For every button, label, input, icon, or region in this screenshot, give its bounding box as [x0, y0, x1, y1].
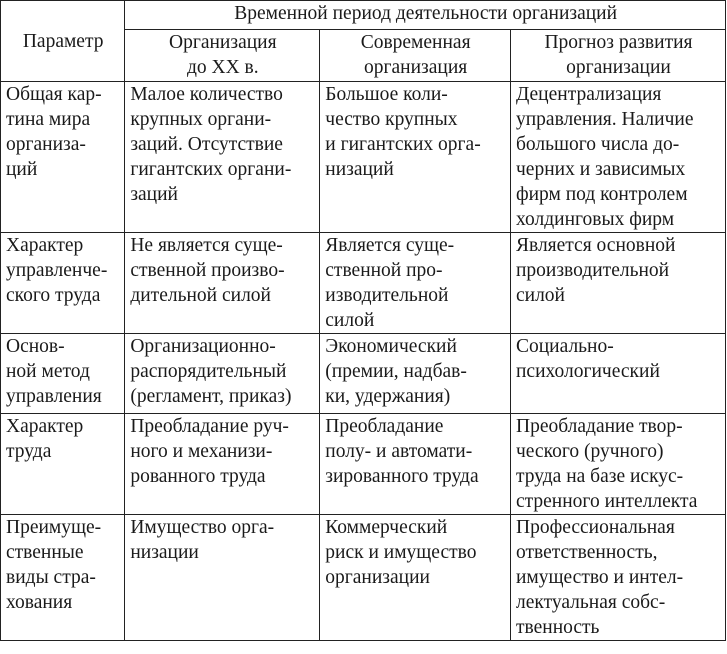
param-header: Параметр: [1, 1, 125, 82]
table-cell: Преобладание твор- ческого (ручного) труда на базе искус- стренного интеллекта: [510, 414, 725, 515]
table-cell: Экономический (премии, надбав- ки, удержания): [320, 334, 511, 414]
column-header-forecast: Прогноз развития организации: [510, 30, 725, 82]
column-header-modern: Современная организация: [320, 30, 511, 82]
table-cell: Малое количество крупных органи- заций. Отсутствие гигантских органи- заций: [125, 82, 320, 233]
table-row: [1, 414, 726, 515]
table-cell: Имущество орга- низации: [125, 515, 320, 641]
row-param: Преимуще- ственные виды стра- хования: [1, 515, 125, 641]
table-cell: Не является суще- ственной произво- дительной силой: [125, 233, 320, 334]
table-cell: Коммерческий риск и имущество организации: [320, 515, 511, 641]
column-header-pre-xx: Организация до XX в.: [125, 30, 320, 82]
table-row: [1, 82, 726, 233]
row-param: Характер труда: [1, 414, 125, 515]
table-cell: Профессиональная ответственность, имущество и интел- лектуальная собс- твенность: [510, 515, 725, 641]
table-row: [1, 233, 726, 334]
table-cell: Преобладание руч- ного и механизи- рованного труда: [125, 414, 320, 515]
table-row: [1, 515, 726, 641]
table-cell: Большое коли- чество крупных и гигантских орга- низаций: [320, 82, 511, 233]
table-cell: Является основной производительной силой: [510, 233, 725, 334]
table-cell: Организационно- распорядительный (регламент, приказ): [125, 334, 320, 414]
header-row-1: [1, 1, 726, 30]
row-param: Общая кар- тина мира организа- ций: [1, 82, 125, 233]
table-cell: Является суще- ственной про- изводительной силой: [320, 233, 511, 334]
period-header: Временной период деятельности организаций: [125, 1, 726, 30]
row-param: Основ- ной метод управления: [1, 334, 125, 414]
table-cell: Социально- психологический: [510, 334, 725, 414]
row-param: Характер управленче- ского труда: [1, 233, 125, 334]
table-row: [1, 334, 726, 414]
table-cell: Децентрализация управления. Наличие большого числа до- черних и зависимых фирм под контролем холдинговых фирм: [510, 82, 725, 233]
table-cell: Преобладание полу- и автомати- зированного труда: [320, 414, 511, 515]
